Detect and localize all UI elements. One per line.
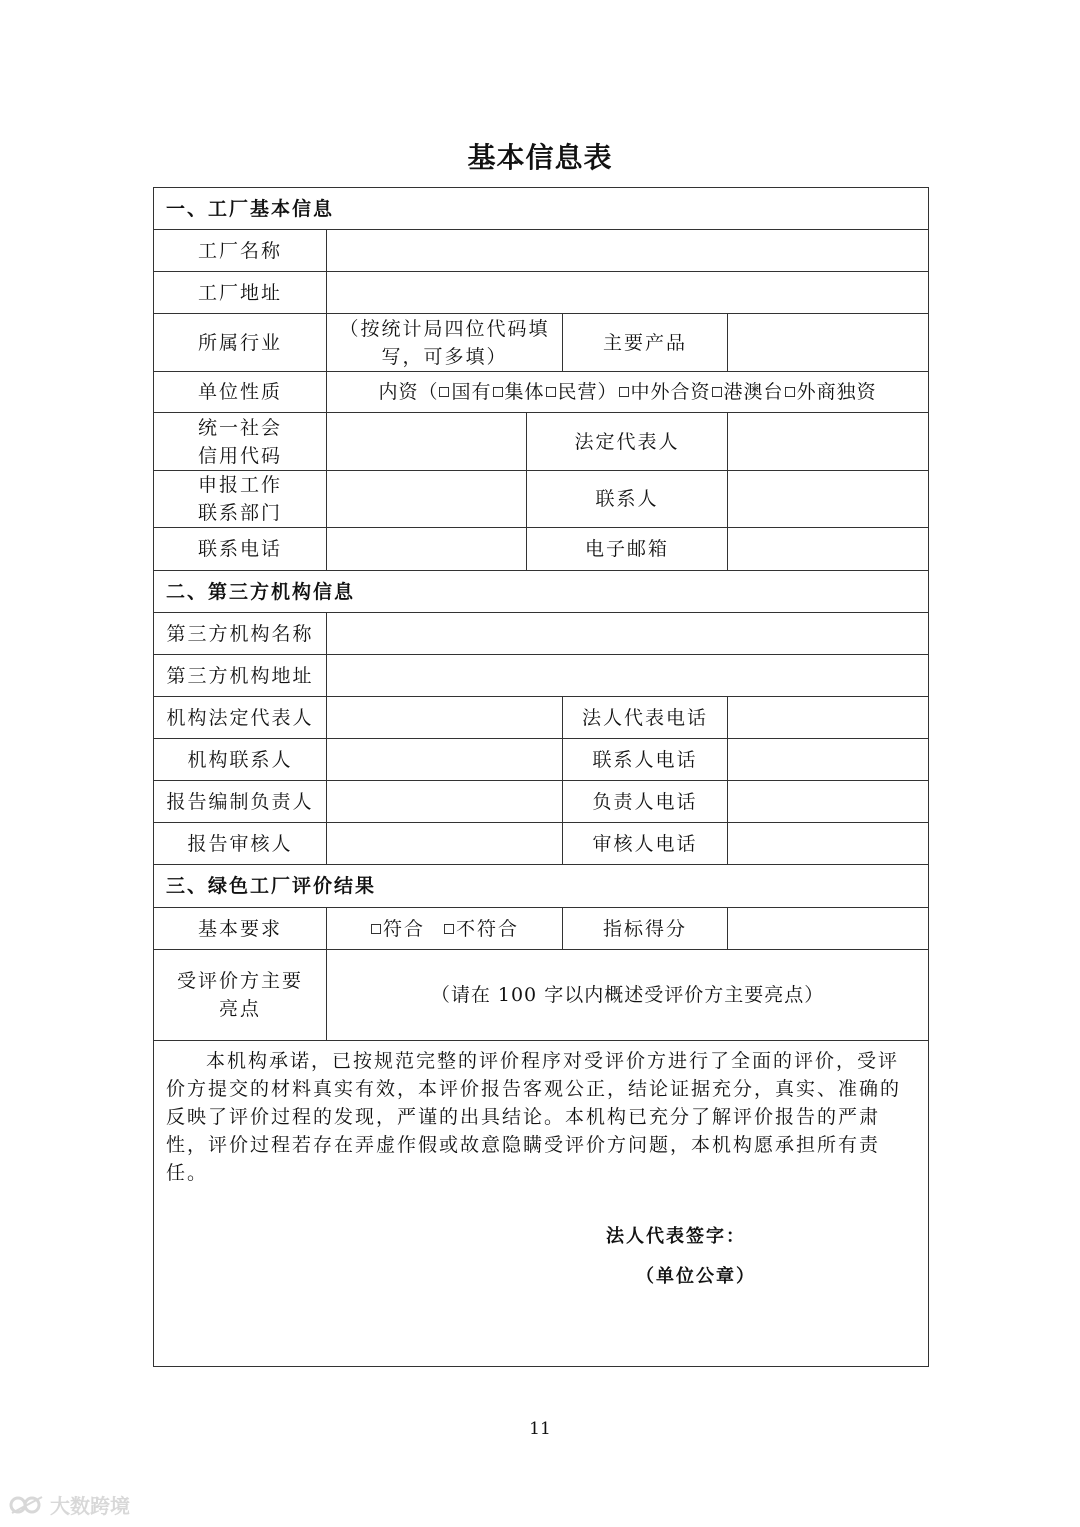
checkbox-hk-macao-taiwan[interactable]: [712, 387, 722, 397]
contact-phone-field[interactable]: [728, 739, 929, 781]
basic-info-table: [153, 187, 929, 1367]
reviewer-label: 报告审核人: [154, 823, 327, 865]
legal-rep-phone-field[interactable]: [728, 697, 929, 739]
factory-name-field[interactable]: [327, 230, 929, 272]
page-number: 11: [529, 1419, 551, 1439]
option-state-owned: 国有: [451, 381, 492, 403]
credit-code-label-line2: 信用代码: [197, 444, 282, 467]
industry-field[interactable]: [327, 314, 563, 372]
highlights-label: [154, 950, 327, 1041]
option-foreign-owned: 外商独资: [796, 381, 877, 403]
watermark-text: 大数跨境: [50, 1494, 130, 1518]
contact-label: 联系人: [527, 471, 728, 528]
credit-code-label-line1: 统一社会: [197, 416, 282, 439]
page-title: 基本信息表: [467, 141, 613, 174]
email-field[interactable]: [728, 528, 929, 571]
seal-label: （单位公章）: [636, 1266, 756, 1287]
org-address-field[interactable]: [327, 655, 929, 697]
section-heading-evaluation: 三、绿色工厂评价结果: [154, 865, 929, 908]
lead-phone-field[interactable]: [728, 781, 929, 823]
legal-rep-label: 法定代表人: [527, 413, 728, 471]
org-legal-rep-field[interactable]: [327, 697, 563, 739]
option-comply: 符合: [382, 917, 425, 940]
signature-label: 法人代表签字：: [606, 1226, 746, 1247]
org-contact-label: 机构联系人: [154, 739, 327, 781]
unit-nature-prefix: 内资（: [378, 381, 439, 403]
highlights-hint: （请在 100 字以内概述受评价方主要亮点）: [430, 984, 825, 1006]
legal-rep-field[interactable]: [728, 413, 929, 471]
contact-phone-label: 联系人电话: [563, 739, 728, 781]
checkbox-foreign-owned[interactable]: [785, 387, 795, 397]
org-contact-field[interactable]: [327, 739, 563, 781]
dept-field[interactable]: [327, 471, 527, 528]
report-lead-label: 报告编制负责人: [154, 781, 327, 823]
lead-phone-label: 负责人电话: [563, 781, 728, 823]
org-name-field[interactable]: [327, 613, 929, 655]
phone-label: 联系电话: [154, 528, 327, 571]
watermark-logo-icon: [8, 1493, 46, 1517]
highlights-label-line1: 受评价方主要: [176, 970, 303, 992]
factory-address-field[interactable]: [327, 272, 929, 314]
industry-label: 所属行业: [154, 314, 327, 372]
factory-name-label: 工厂名称: [154, 230, 327, 272]
org-address-label: 第三方机构地址: [154, 655, 327, 697]
section-heading-factory: 一、工厂基本信息: [154, 188, 929, 230]
industry-hint: （按统计局四位代码填写，可多填）: [339, 317, 550, 368]
credit-code-field[interactable]: [327, 413, 527, 471]
reviewer-phone-field[interactable]: [728, 823, 929, 865]
option-private: 民营）: [557, 381, 618, 403]
commitment-statement-cell: [154, 1041, 929, 1367]
reviewer-field[interactable]: [327, 823, 563, 865]
option-noncomply: 不符合: [456, 917, 520, 940]
section-heading-third-party: 二、第三方机构信息: [154, 571, 929, 613]
factory-address-label: 工厂地址: [154, 272, 327, 314]
basic-req-options: [327, 908, 563, 950]
contact-field[interactable]: [728, 471, 929, 528]
email-label: 电子邮箱: [527, 528, 728, 571]
basic-req-label: 基本要求: [154, 908, 327, 950]
commitment-statement: 本机构承诺，已按规范完整的评价程序对受评价方进行了全面的评价，受评价方提交的材料真实有效，本评价报告客观公正，结论证据充分，真实、准确的反映了评价过程的发现，严谨的出具结论。本机构已充分了解评价报告的严肃性，评价过程若存在弄虚作假或故意隐瞒受评价方问题，本机构愿承担所有责任。: [166, 1050, 902, 1184]
unit-nature-label: 单位性质: [154, 372, 327, 413]
legal-rep-phone-label: 法人代表电话: [563, 697, 728, 739]
org-legal-rep-label: 机构法定代表人: [154, 697, 327, 739]
reviewer-phone-label: 审核人电话: [563, 823, 728, 865]
option-hk-macao-taiwan: 港澳台: [723, 381, 784, 403]
checkbox-joint-venture[interactable]: [619, 387, 629, 397]
checkbox-collective[interactable]: [493, 387, 503, 397]
highlights-label-line2: 亮点: [218, 998, 261, 1020]
checkbox-state-owned[interactable]: [439, 387, 449, 397]
highlights-field[interactable]: [327, 950, 929, 1041]
dept-label-line2: 联系部门: [197, 502, 282, 524]
dept-label: [154, 471, 327, 528]
dept-label-line1: 申报工作: [197, 474, 282, 496]
main-product-label: 主要产品: [563, 314, 728, 372]
score-label: 指标得分: [563, 908, 728, 950]
option-collective: 集体: [504, 381, 545, 403]
report-lead-field[interactable]: [327, 781, 563, 823]
watermark: [8, 1490, 130, 1519]
phone-field[interactable]: [327, 528, 527, 571]
score-field[interactable]: [728, 908, 929, 950]
checkbox-private[interactable]: [546, 387, 556, 397]
org-name-label: 第三方机构名称: [154, 613, 327, 655]
main-product-field[interactable]: [728, 314, 929, 372]
checkbox-comply[interactable]: [371, 924, 381, 934]
option-joint-venture: 中外合资: [630, 381, 711, 403]
checkbox-noncomply[interactable]: [444, 924, 454, 934]
unit-nature-options: [327, 372, 929, 413]
credit-code-label: [154, 413, 327, 471]
